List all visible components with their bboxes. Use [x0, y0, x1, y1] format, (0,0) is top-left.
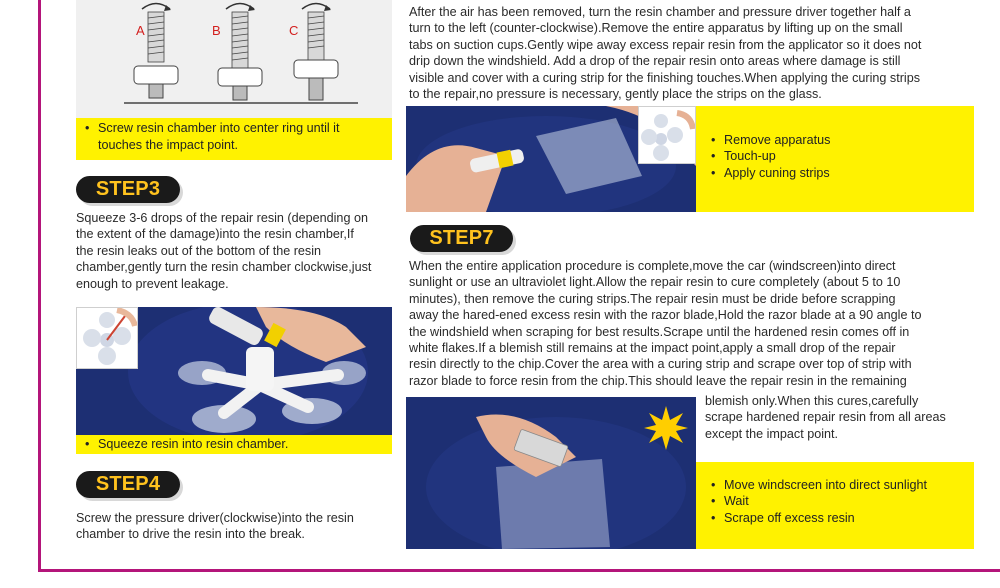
step2-bullet: • Screw resin chamber into center ring until it touches the impact point. [82, 120, 382, 153]
step7-line: away the hared-ened excess resin with the razor blade,Hold the razor blade at a 90 angle to [409, 308, 922, 323]
step3-line: chamber,gently turn the resin chamber clockwise,just [76, 260, 372, 275]
step3-line: Squeeze 3-6 drops of the repair resin (depending on [76, 211, 368, 225]
step6-line: drip down the windshield. Add a drop of the repair resin onto areas where damage is still [409, 54, 901, 69]
step6-bullet: • Apply cuning strips [708, 165, 964, 181]
step6-text [409, 4, 994, 102]
label-b: B [212, 23, 221, 38]
step6-bullet: • Touch-up [708, 148, 964, 164]
step6-photo [406, 106, 696, 212]
step6-line: tabs on suction cups.Gently wipe away excess repair resin from the applicator so it does not [409, 37, 922, 52]
sun-icon [643, 405, 689, 451]
step2-illustration [76, 0, 392, 118]
step7-line: resin directly to the chip.Cover the area with a curing strip and scrape over top of strip with [409, 357, 912, 372]
step4-line: Screw the pressure driver(clockwise)into the resin [76, 511, 354, 525]
step7-text [409, 258, 994, 389]
page-border-left [38, 0, 41, 572]
step2-bullet-box [76, 118, 392, 160]
label-c: C [289, 23, 299, 38]
step7-bullet: • Scrape off excess resin [708, 510, 964, 526]
step7-line: minutes), then remove the curing strips.The repair resin must be dride before scrapping [409, 291, 896, 306]
step3-bullet: • Squeeze resin into resin chamber. [82, 436, 382, 452]
step6-bullet: • Remove apparatus [708, 132, 964, 148]
step4-line: chamber to drive the resin into the break. [76, 527, 305, 542]
step3-line: enough to prevent leakage. [76, 276, 229, 291]
step6-line: turn to the left (counter-clockwise).Remove the entire apparatus by lifting up on the small [409, 21, 903, 36]
page-border-bottom [38, 569, 1000, 572]
step6-thumbnail [638, 106, 696, 164]
step6-line: After the air has been removed, turn the resin chamber and pressure driver together half a [409, 5, 911, 19]
step7-side-line: blemish only.When this cures,carefully [705, 394, 919, 408]
step4-text [76, 510, 400, 543]
step6-line: visible and cover with a curing strip for the finishing touches.When applying the curing strips [409, 70, 921, 85]
screw-diagram [76, 0, 392, 118]
step7-bullet: • Wait [708, 493, 964, 509]
step6-bullet-box [696, 106, 974, 212]
step7-line: sunlight or use an ultraviolet light.Allow the repair resin to cure completely (about 5 to 10 [409, 275, 901, 290]
step7-side-text [705, 393, 985, 442]
step3-thumbnail [76, 307, 138, 369]
step3-line: the extent of the damage)into the resin chamber,If [76, 227, 354, 242]
step3-text [76, 210, 400, 292]
step7-side-line: except the impact point. [705, 426, 839, 441]
step7-title: STEP7 [410, 225, 513, 252]
step7-line: When the entire application procedure is complete,move the car (windscreen)into direct [409, 259, 896, 273]
step4-title: STEP4 [76, 471, 180, 498]
step3-line: the resin leaks out of the bottom of the resin [76, 243, 322, 258]
step7-line: razor blade to force resin from the chip.This should leave the repair resin in the remaining [409, 373, 907, 388]
step7-bullet-box [696, 462, 974, 549]
step6-line: to the repair,no pressure is necessary, gently place the strips on the glass. [409, 87, 822, 102]
step3-title: STEP3 [76, 176, 180, 203]
step7-line: white flakes.If a blemish still remains at the impact point,apply a small drop of the repair [409, 341, 896, 356]
step7-line: the windshield when scraping for best results.Scrape until the hardened resin comes off in [409, 324, 910, 339]
step3-photo [76, 307, 392, 435]
step7-side-line: scrape hardened repair resin from all areas [705, 410, 946, 425]
label-a: A [136, 23, 145, 38]
step3-bullet-box [76, 435, 392, 454]
step7-bullet: • Move windscreen into direct sunlight [708, 477, 964, 493]
